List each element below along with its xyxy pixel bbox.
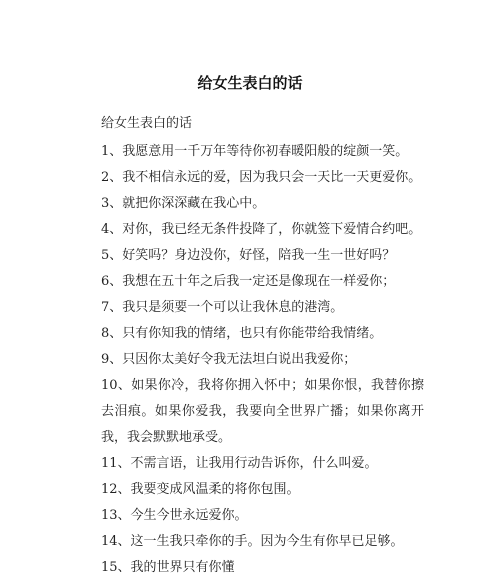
list-item: 10、如果你冷，我将你拥入怀中；如果你恨，我替你擦去泪痕。如果你爱我，我要向全世界广播；如果你离开我，我会默默地承受。 [101, 378, 424, 445]
list-item: 15、我的世界只有你懂 [101, 560, 235, 575]
list-item: 4、对你，我已经无条件投降了，你就签下爱情合约吧。 [101, 222, 422, 237]
document-subtitle: 给女生表白的话 [101, 116, 193, 131]
list-item: 13、今生今世永远爱你。 [101, 508, 248, 523]
list-item: 12、我要变成风温柔的将你包围。 [101, 482, 300, 497]
list-item: 7、我只是须要一个可以让我休息的港湾。 [101, 300, 344, 315]
list-item: 6、我想在五十年之后我一定还是像现在一样爱你； [101, 274, 396, 289]
document-title: 给女生表白的话 [197, 74, 303, 92]
list-item: 8、只有你知我的情绪，也只有你能带给我情绪。 [101, 326, 383, 341]
list-item: 5、好笑吗？身边没你，好怪，陪我一生一世好吗？ [101, 248, 396, 263]
list-item: 14、这一生我只牵你的手。因为今生有你早已足够。 [101, 534, 404, 549]
list-item: 3、就把你深深藏在我心中。 [101, 196, 266, 211]
list-item: 1、我愿意用一千万年等待你初春暖阳般的绽颜一笑。 [101, 144, 409, 159]
list-item: 11、不需言语，让我用行动告诉你，什么叫爱。 [101, 456, 378, 471]
confession-list [101, 139, 424, 581]
list-item: 2、我不相信永远的爱，因为我只会一天比一天更爱你。 [101, 170, 422, 185]
list-item: 9、只因你太美好令我无法坦白说出我爱你； [101, 352, 357, 367]
